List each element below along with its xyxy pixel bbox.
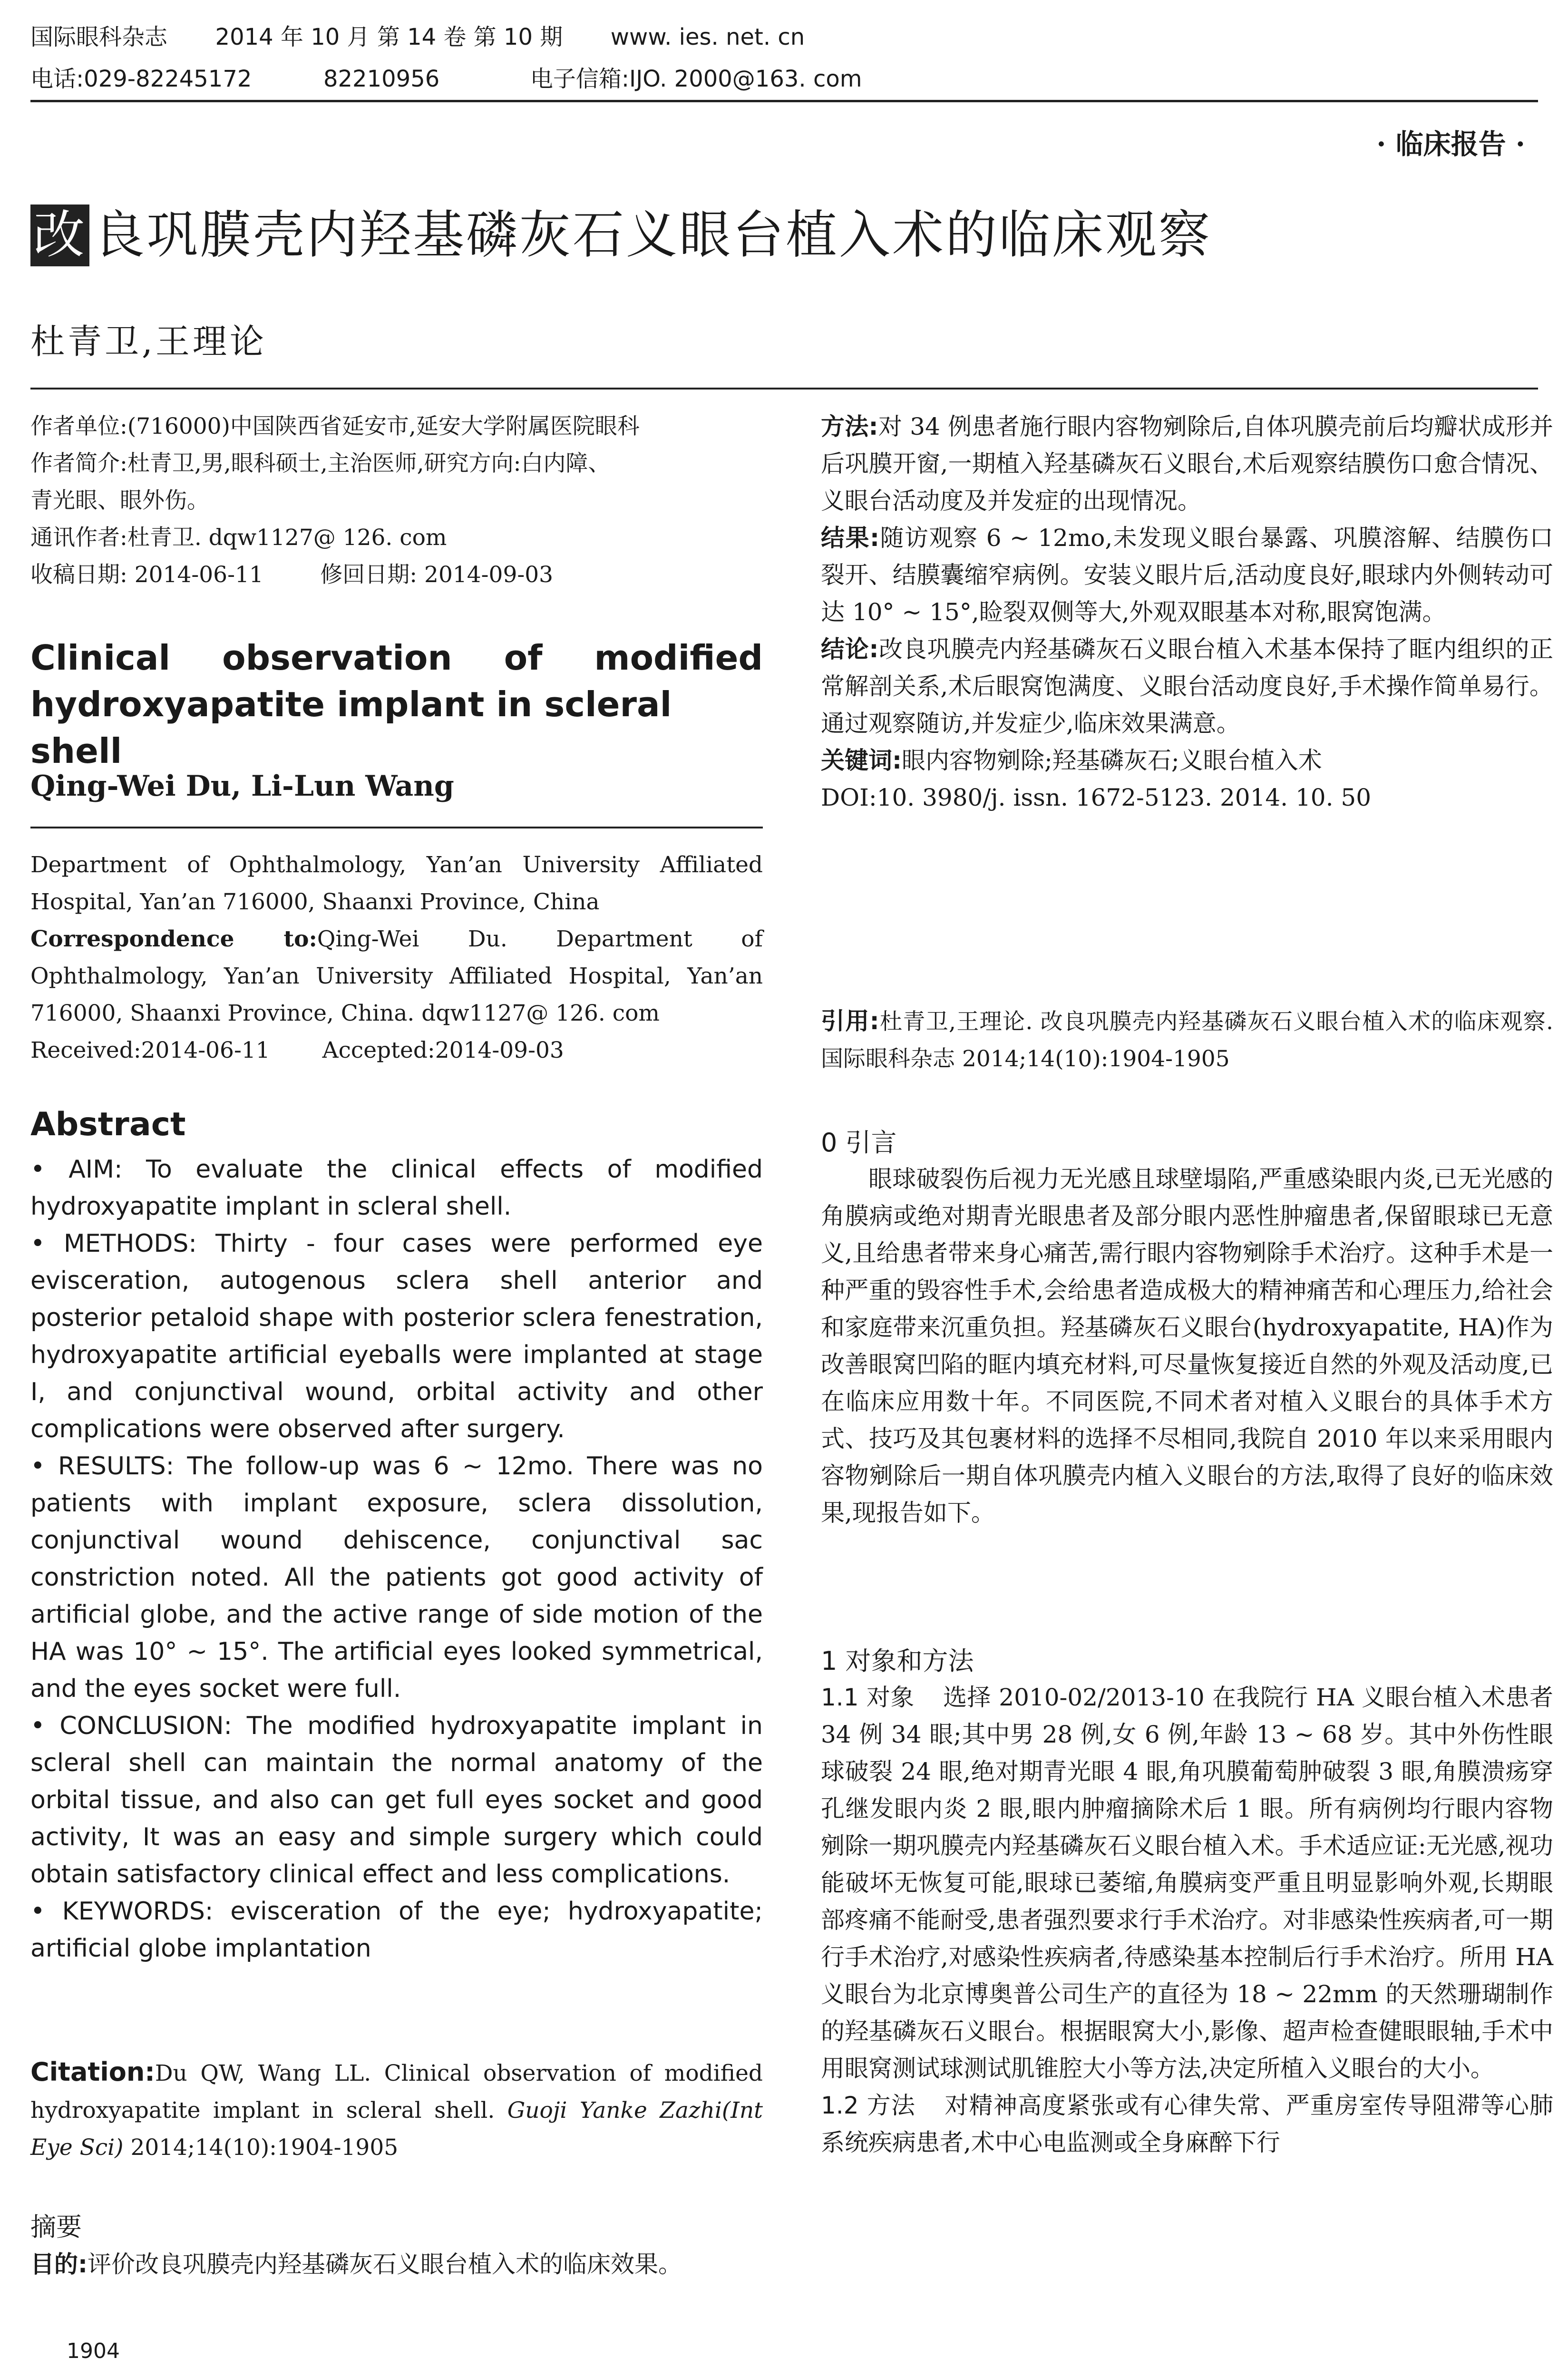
issue-info: 2014 年 10 月 第 14 卷 第 10 期 bbox=[215, 24, 563, 50]
citation-en-pages: 2014;14(10):1904-1905 bbox=[123, 2134, 399, 2161]
cn-keywords-text: 眼内容物剜除;羟基磷灰石;义眼台植入术 bbox=[902, 747, 1322, 774]
cn-conclusion-text: 改良巩膜壳内羟基磷灰石义眼台植入术基本保持了眶内组织的正常解剖关系,术后眼窝饱满度、义眼台活动度良好,手术操作简单易行。通过观察随访,并发症少,临床效果满意。 bbox=[821, 635, 1554, 737]
intro-body bbox=[821, 1160, 1553, 1531]
abstract-conclusion: • CONCLUSION: The modified hydroxyapatite implant in scleral shell can maintain the normal anatomy of the orbital tissue, and also can get full eyes socket and good activity, It was an easy and simple surgery which could obtain satisfactory clinical effect and less complications. bbox=[30, 1712, 763, 1889]
cn-aim-text: 评价改良巩膜壳内羟基磷灰石义眼台植入术的临床效果。 bbox=[88, 2250, 682, 2278]
intro-text: 眼球破裂伤后视力无光感且球壁塌陷,严重感染眼内炎,已无光感的角膜病或绝对期青光眼患者及部分眼内恶性肿瘤患者,保留眼球已无意义,且给患者带来身心痛苦,需行眼内容物剜除手术治疗。这种手术是一种严重的毁容性手术,会给患者造成极大的精神痛苦和心理压力,给社会和家庭带来沉重负担。羟基磷灰石义眼台(hydroxyapatite, HA)作为改善眼窝凹陷的眶内填充材料,可尽量恢复接近自然的外观及活动度,已在临床应用数十年。不同医院,不同术者对植入义眼台的具体手术方式、技巧及其包裹材料的选择不尽相同,我院自 2010 年以来采用眼内容物剜除后一期自体巩膜壳内植入义眼台的方法,取得了良好的临床效果,现报告如下。 bbox=[821, 1165, 1553, 1527]
abstract-heading: Abstract bbox=[30, 1106, 186, 1143]
abstract-aim: • AIM: To evaluate the clinical effects of modified hydroxyapatite implant in scleral shell. bbox=[30, 1155, 763, 1221]
correspondence bbox=[30, 921, 763, 1032]
citation-cn-text: 杜青卫,王理论. 改良巩膜壳内羟基磷灰石义眼台植入术的临床观察. 国际眼科杂志 2014;14(10):1904-1905 bbox=[821, 1009, 1553, 1072]
author-affiliation: 作者单位:(716000)中国陕西省延安市,延安大学附属医院眼科 bbox=[30, 413, 640, 439]
section-1-1-label: 1.1 对象 bbox=[821, 1684, 915, 1711]
citation-cn bbox=[821, 1003, 1553, 1078]
received-date: Received:2014-06-11 bbox=[30, 1037, 270, 1063]
cn-abstract-heading: 摘要 bbox=[30, 2212, 82, 2242]
abstract-methods: • METHODS: Thirty - four cases were performed eye evisceration, autogenous sclera shell anterior and posterior petaloid shape with posterior sclera fenestration, hydroxyapatite artificial eyeballs were implanted at stage I, and conjunctival wound, orbital activity and other complications were observed after surgery. bbox=[30, 1229, 763, 1443]
citation-en bbox=[30, 2054, 763, 2166]
english-title-line1: Clinical observation of modified bbox=[30, 638, 763, 678]
cn-results bbox=[821, 519, 1553, 631]
journal-name: 国际眼科杂志 bbox=[30, 24, 168, 50]
affiliation-block bbox=[30, 847, 763, 1069]
section-1-2-label: 1.2 方法 bbox=[821, 2092, 916, 2119]
journal-phone2: 82210956 bbox=[323, 66, 440, 92]
citation-en-journal: Guoji Yanke Zazhi(Int Eye Sci) bbox=[30, 2097, 763, 2161]
citation-cn-label: 引用: bbox=[821, 1007, 879, 1035]
intro-heading: 0 引言 bbox=[821, 1128, 897, 1158]
title-drop-char: 改 bbox=[30, 205, 89, 266]
english-title-line2: hydroxyapatite implant in scleral shell bbox=[30, 684, 672, 771]
section-1-2-text: 对精神高度紧张或有心律失常、严重房室传导阻滞等心肺系统疾病患者,术中心电监测或全身麻醉下行 bbox=[821, 2092, 1553, 2156]
cn-methods-text: 对 34 例患者施行眼内容物剜除后,自体巩膜壳前后均瓣状成形并后巩膜开窗,一期植入羟基磷灰石义眼台,术后观察结膜伤口愈合情况、义眼台活动度及并发症的出现情况。 bbox=[821, 413, 1553, 515]
cn-results-text: 随访观察 6 ~ 12mo,未发现义眼台暴露、巩膜溶解、结膜伤口裂开、结膜囊缩窄病例。安装义眼片后,活动度良好,眼球内外侧转动可达 10° ~ 15°,睑裂双侧等大,外观双眼基本对称,眼窝饱满。 bbox=[821, 524, 1553, 626]
page-number: 1904 bbox=[67, 2339, 120, 2363]
cn-abstract-aim bbox=[30, 2246, 763, 2283]
abstract-results: • RESULTS: The follow-up was 6 ~ 12mo. There was no patients with implant exposure, sclera dissolution, conjunctival wound dehiscence, conjunctival sac constriction noted. All the patients got good activity of artificial globe, and the active range of side motion of the HA was 10° ~ 15°. The artificial eyes looked symmetrical, and the eyes socket were full. bbox=[30, 1452, 763, 1703]
section-1-2 bbox=[821, 2087, 1553, 2161]
correspondence-label: Correspondence to: bbox=[30, 926, 317, 952]
section-1-1-text: 选择 2010-02/2013-10 在我院行 HA 义眼台植入术患者 34 例 34 眼;其中男 28 例,女 6 例,年龄 13 ~ 68 岁。其中外伤性眼球破裂 24 眼,绝对期青光眼 4 眼,角巩膜葡萄肿破裂 3 眼,角膜溃疡穿孔继发眼内炎 2 眼,眼内肿瘤摘除术后 1 眼。所有病例均行眼内容物剜除一期巩膜壳内羟基磷灰石义眼台植入术。手术适应证:无光感,视功能破坏无恢复可能,眼球已萎缩,角膜病变严重且明显影响外观,长期眼部疼痛不能耐受,患者强烈要求行手术治疗。对非感染性疾病者,可一期行手术治疗,对感染性疾病者,待感染基本控制后行手术治疗。所用 HA 义眼台为北京博奥普公司生产的直径为 18 ~ 22mm 的天然珊瑚制作的羟基磷灰石义眼台。根据眼窝大小,影像、超声检查健眼眼轴,手术中用眼窝测试球测试肌锥腔大小等方法,决定所植入义眼台的大小。 bbox=[821, 1684, 1553, 2082]
section-tag: · 临床报告 · bbox=[1376, 128, 1525, 160]
cn-conclusion bbox=[821, 631, 1553, 742]
cn-abstract-right bbox=[821, 408, 1553, 816]
author-bio-cont: 青光眼、眼外伤。 bbox=[30, 487, 209, 514]
correspondence-text: Qing-Wei Du. Department of Ophthalmology, Yan’an University Affiliated Hospital, Yan’an 716000, Shaanxi Province, China. dqw1127@ 126. com bbox=[30, 926, 763, 1026]
journal-website: www. ies. net. cn bbox=[610, 24, 805, 50]
dates: 收稿日期: 2014-06-11 修回日期: 2014-09-03 bbox=[30, 562, 554, 588]
doi: DOI:10. 3980/j. issn. 1672-5123. 2014. 10. 50 bbox=[821, 784, 1372, 811]
cn-methods bbox=[821, 408, 1553, 519]
title-text: 良巩膜壳内羟基磷灰石义眼台植入术的临床观察 bbox=[93, 205, 1212, 265]
header-rule bbox=[30, 100, 1538, 102]
received-accepted bbox=[30, 1032, 763, 1069]
abstract-keywords: • KEYWORDS: evisceration of the eye; hydroxyapatite; artificial globe implantation bbox=[30, 1897, 763, 1963]
english-title bbox=[30, 634, 763, 774]
author-info bbox=[30, 408, 763, 594]
running-header-line1 bbox=[30, 23, 805, 51]
author-bio: 作者简介:杜青卫,男,眼科硕士,主治医师,研究方向:白内障、 bbox=[30, 450, 611, 477]
running-header-line2 bbox=[30, 65, 862, 93]
title-rule bbox=[30, 388, 1538, 390]
methods-body bbox=[821, 1679, 1553, 2161]
journal-email: 电子信箱:IJO. 2000@163. com bbox=[530, 66, 862, 92]
accepted-date: Accepted:2014-09-03 bbox=[322, 1037, 564, 1063]
citation-en-label: Citation: bbox=[30, 2057, 155, 2087]
department: Department of Ophthalmology, Yan’an University Affiliated Hospital, Yan’an 716000, Shaanxi Province, China bbox=[30, 852, 763, 915]
abstract-body bbox=[30, 1151, 763, 1967]
cn-methods-label: 方法: bbox=[821, 413, 878, 440]
cn-keywords bbox=[821, 742, 1553, 779]
journal-phone: 电话:029-82245172 bbox=[30, 66, 252, 92]
authors-cn: 杜青卫,王理论 bbox=[30, 321, 267, 361]
corresponding-author: 通讯作者:杜青卫. dqw1127@ 126. com bbox=[30, 525, 447, 551]
english-authors: Qing-Wei Du, Li-Lun Wang bbox=[30, 770, 454, 803]
article-title bbox=[30, 205, 1212, 266]
cn-conclusion-label: 结论: bbox=[821, 635, 879, 663]
section-1-1 bbox=[821, 1679, 1553, 2087]
cn-keywords-label: 关键词: bbox=[821, 747, 902, 774]
cn-results-label: 结果: bbox=[821, 524, 879, 552]
authors-rule bbox=[30, 827, 763, 828]
cn-aim-label: 目的: bbox=[30, 2250, 88, 2278]
citation-en-text: Du QW, Wang LL. Clinical observation of modified hydroxyapatite implant in scleral shell. bbox=[30, 2060, 763, 2124]
methods-heading: 1 对象和方法 bbox=[821, 1646, 974, 1676]
